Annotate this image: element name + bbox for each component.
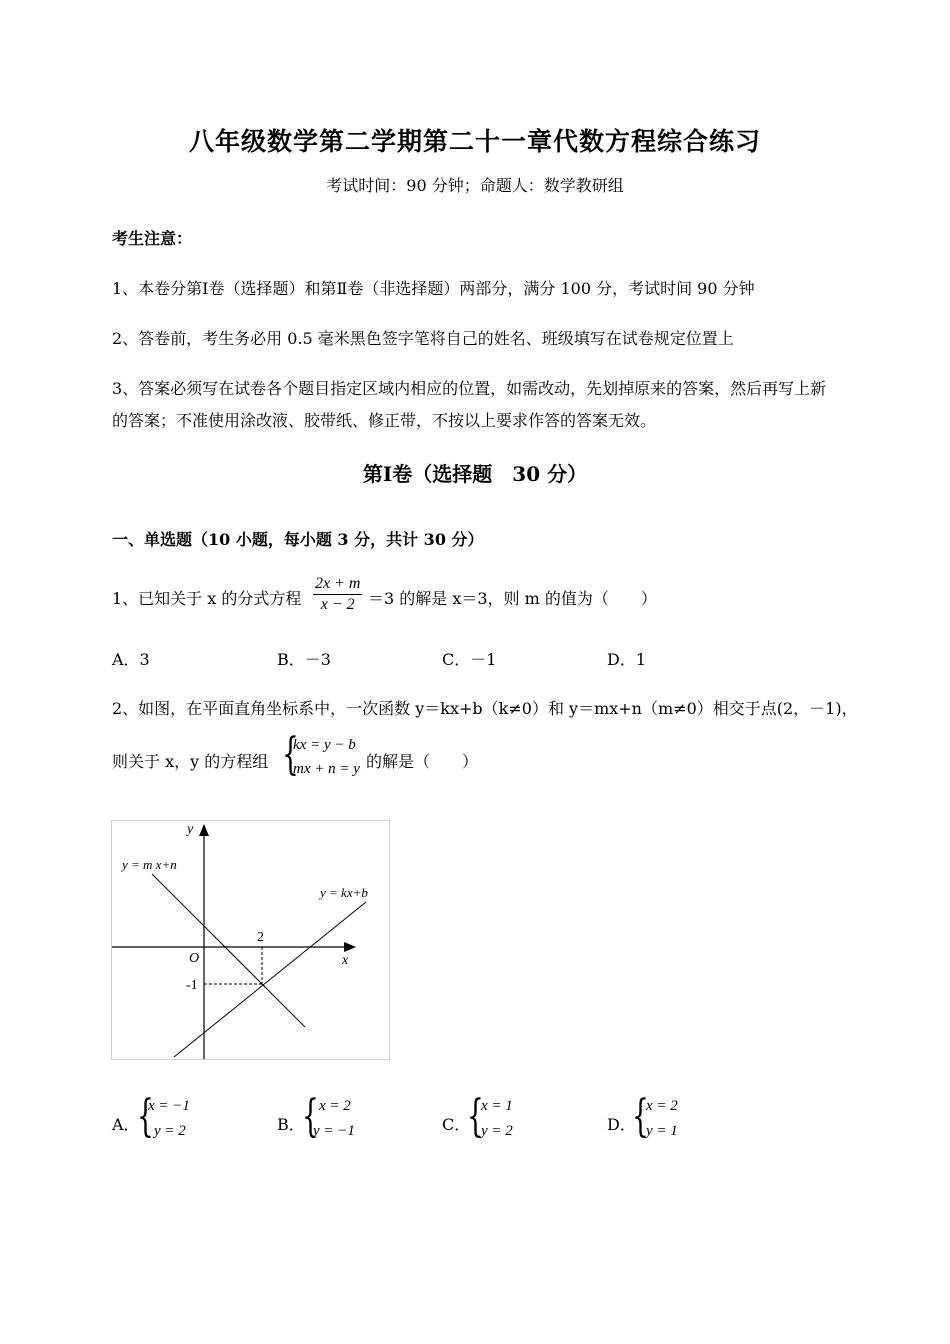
brace-symbol: { [467,1091,484,1142]
notice-item: 2、答卷前，考生务必用 0.5 毫米黑色签字笔将自己的姓名、班级填写在试卷规定位置上 [112,329,734,348]
q1-fraction [313,575,362,614]
brace-symbol: { [282,729,299,780]
option-eq1: x = 2 [319,1098,351,1114]
label-tick-2: 2 [257,930,264,945]
option-eq2: y = 2 [481,1123,513,1139]
q2-line1: 2、如图，在平面直角坐标系中，一次函数 y＝kx+b（k≠0）和 y＝mx+n（m≠0）相交于点(2，－1)， [112,699,858,718]
q2-option-d-system[interactable] [632,1091,712,1145]
brace-symbol: { [137,1091,154,1142]
x-axis-arrow [344,942,356,952]
q2-option-c-system[interactable] [467,1091,547,1145]
brace-symbol: { [302,1091,319,1142]
label-line-kx: y = kx+b [320,885,368,900]
q2-option-b-system[interactable] [302,1091,382,1145]
q2-equation-system [282,729,362,783]
q1-option-a[interactable]: A．3 [112,650,150,669]
label-x-axis: x [342,953,349,968]
q1-frac-numerator: 2x + m [313,575,362,595]
part-heading: 一、单选题（10 小题，每小题 3 分，共计 30 分） [112,530,484,549]
option-eq1: x = 1 [481,1098,513,1114]
notice-item: 3、答案必须写在试卷各个题目指定区域内相应的位置，如需改动，先划掉原来的答案，然后再写上新 [112,379,827,398]
q2-option-c-letter[interactable]: C． [442,1115,471,1134]
q1-option-b[interactable]: B．－3 [277,650,331,669]
q2-line2-prefix: 则关于 x，y 的方程组 [112,752,269,771]
option-eq2: y = −1 [313,1123,355,1139]
graph-canvas [112,821,389,1059]
sys-eq1: kx = y − b [293,737,356,753]
q1-option-c[interactable]: C．－1 [442,650,497,669]
option-eq2: y = 1 [646,1123,678,1139]
option-eq1: x = 2 [646,1098,678,1114]
notice-item: 的答案；不准使用涂改液、胶带纸、修正带，不按以上要求作答的答案无效。 [112,411,657,430]
section-title: 第Ⅰ卷（选择题 30 分） [362,462,588,486]
q1-prefix: 1、已知关于 x 的分式方程 [112,589,302,608]
q1-option-d[interactable]: D．1 [607,650,647,669]
label-y-axis: y [187,822,194,837]
option-eq1: x = −1 [148,1098,190,1114]
q1-suffix: ＝3 的解是 x＝3，则 m 的值为（ ） [368,589,657,608]
q2-line2-suffix: 的解是（ ） [366,752,479,771]
label-line-mx: y = m x+n [122,857,177,872]
label-origin: O [189,951,200,966]
q2-option-a-system[interactable] [137,1091,217,1145]
brace-symbol: { [632,1091,649,1142]
page-title: 八年级数学第二学期第二十一章代数方程综合练习 [188,127,761,156]
q2-option-d-letter[interactable]: D． [607,1115,636,1134]
notice-item: 1、本卷分第Ⅰ卷（选择题）和第Ⅱ卷（非选择题）两部分，满分 100 分，考试时间 90 分钟 [112,279,755,298]
q2-option-b-letter[interactable]: B． [277,1115,305,1134]
exam-info: 考试时间：90 分钟；命题人：数学教研组 [326,176,624,195]
line-mx-n [152,874,305,1027]
y-axis-arrow [199,824,209,836]
q1-frac-denominator: x − 2 [320,596,355,613]
sys-eq2: mx + n = y [293,761,360,777]
notice-heading: 考生注意： [112,229,193,248]
option-eq2: y = 2 [154,1123,186,1139]
q2-option-a-letter[interactable]: A． [112,1115,140,1134]
label-tick-neg1: -1 [186,978,198,993]
coordinate-graph [111,820,390,1060]
